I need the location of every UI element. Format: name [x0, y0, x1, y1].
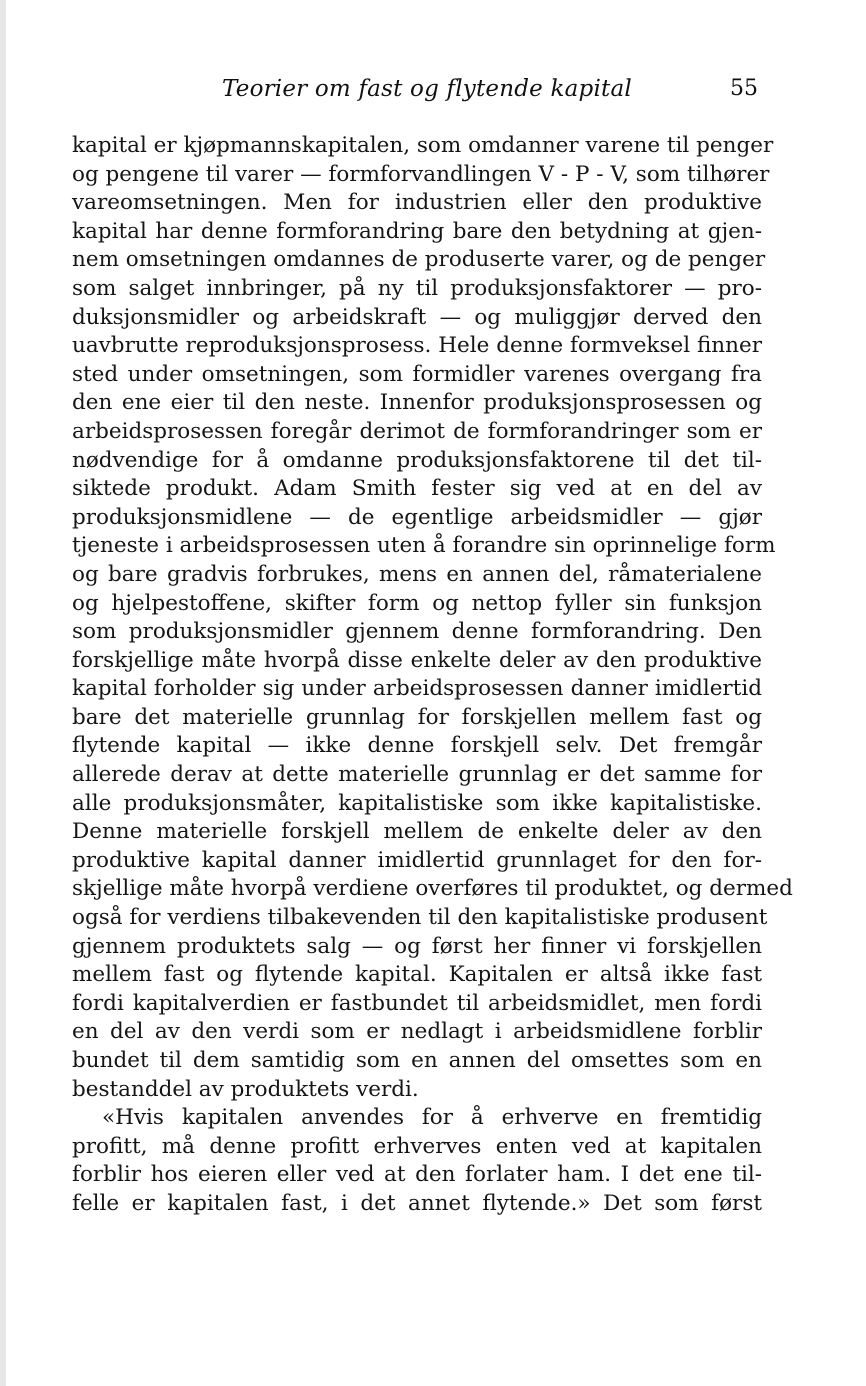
body-text	[72, 132, 793, 1219]
text-line: uavbrutte reproduksjonsprosess. Hele denne formveksel finner	[72, 333, 762, 359]
text-line: forskjellige måte hvorpå disse enkelte deler av den produktive	[72, 647, 762, 673]
text-line: allerede derav at dette materielle grunnlag er det samme for	[72, 762, 762, 788]
text-line: og bare gradvis forbrukes, mens en annen del, råmaterialene	[72, 561, 762, 587]
text-line: arbeidsprosessen foregår derimot de formforandringer som er	[72, 418, 762, 444]
text-line: kapital forholder sig under arbeidsprosessen danner imidlertid	[72, 676, 762, 702]
text-line: «Hvis kapitalen anvendes for å erhverve en fremtidig	[102, 1105, 762, 1131]
text-line: også for verdiens tilbakevenden til den kapitalistiske produsent	[72, 905, 768, 931]
text-line: en del av den verdi som er nedlagt i arbeidsmidlene forblir	[72, 1019, 762, 1045]
text-line: produksjonsmidlene — de egentlige arbeidsmidler — gjør	[72, 504, 762, 530]
running-header	[72, 76, 762, 106]
text-line: tjeneste i arbeidsprosessen uten å forandre sin oprinnelige form	[72, 533, 776, 559]
text-line: siktede produkt. Adam Smith fester sig ved at en del av	[72, 476, 762, 502]
text-line: og hjelpestoffene, skifter form og nettop fyller sin funksjon	[72, 590, 762, 616]
paragraph	[72, 1104, 762, 1218]
text-line: som salget innbringer, på ny til produksjonsfaktorer — pro-	[72, 275, 762, 301]
text-line: duksjonsmidler og arbeidskraft — og muliggjør derved den	[72, 304, 762, 330]
text-line: bare det materielle grunnlag for forskjellen mellem fast og	[72, 704, 762, 730]
text-line: nem omsetningen omdannes de produserte varer, og de penger	[72, 247, 766, 273]
text-line: skjellige måte hvorpå verdiene overføres til produktet, og dermed	[72, 876, 793, 902]
text-line: gjennem produktets salg — og først her finner vi forskjellen	[72, 933, 762, 959]
text-line: felle er kapitalen fast, i det annet flytende.» Det som først	[72, 1190, 762, 1216]
text-line: flytende kapital — ikke denne forskjell selv. Det fremgår	[72, 733, 762, 759]
text-line: profitt, må denne profitt erhverves enten ved at kapitalen	[72, 1133, 762, 1159]
text-line: Denne materielle forskjell mellem de enkelte deler av den	[72, 819, 762, 845]
text-line: bundet til dem samtidig som en annen del omsettes som en	[72, 1048, 762, 1073]
text-line: nødvendige for å omdanne produksjonsfaktorene til det til-	[72, 447, 762, 473]
text-line: kapital er kjøpmannskapitalen, som omdanner varene til penger	[72, 133, 774, 158]
text-line: vareomsetningen. Men for industrien eller den produktive	[72, 190, 762, 216]
text-line: forblir hos eieren eller ved at den forlater ham. I det ene til-	[72, 1162, 762, 1188]
running-title: Teorier om fast og flytende kapital	[222, 76, 632, 102]
text-line: alle produksjonsmåter, kapitalistiske som ikke kapitalistiske.	[72, 790, 762, 816]
text-line: mellem fast og flytende kapital. Kapitalen er altså ikke fast	[72, 962, 762, 988]
paragraph	[72, 132, 793, 1104]
text-line: bestanddel av produktets verdi.	[72, 1076, 419, 1102]
text-line: som produksjonsmidler gjennem denne formforandring. Den	[72, 619, 762, 645]
text-line: og pengene til varer — formforvandlingen V - P - V, som tilhører	[72, 161, 770, 187]
text-line: kapital har denne formforandring bare den betydning at gjen-	[72, 218, 762, 244]
text-line: fordi kapitalverdien er fastbundet til arbeidsmidlet, men fordi	[72, 990, 762, 1016]
text-line: produktive kapital danner imidlertid grunnlaget for den for-	[72, 847, 762, 873]
text-line: den ene eier til den neste. Innenfor produksjonsprosessen og	[72, 390, 762, 416]
page-number: 55	[730, 76, 758, 101]
text-line: sted under omsetningen, som formidler varenes overgang fra	[72, 361, 762, 387]
